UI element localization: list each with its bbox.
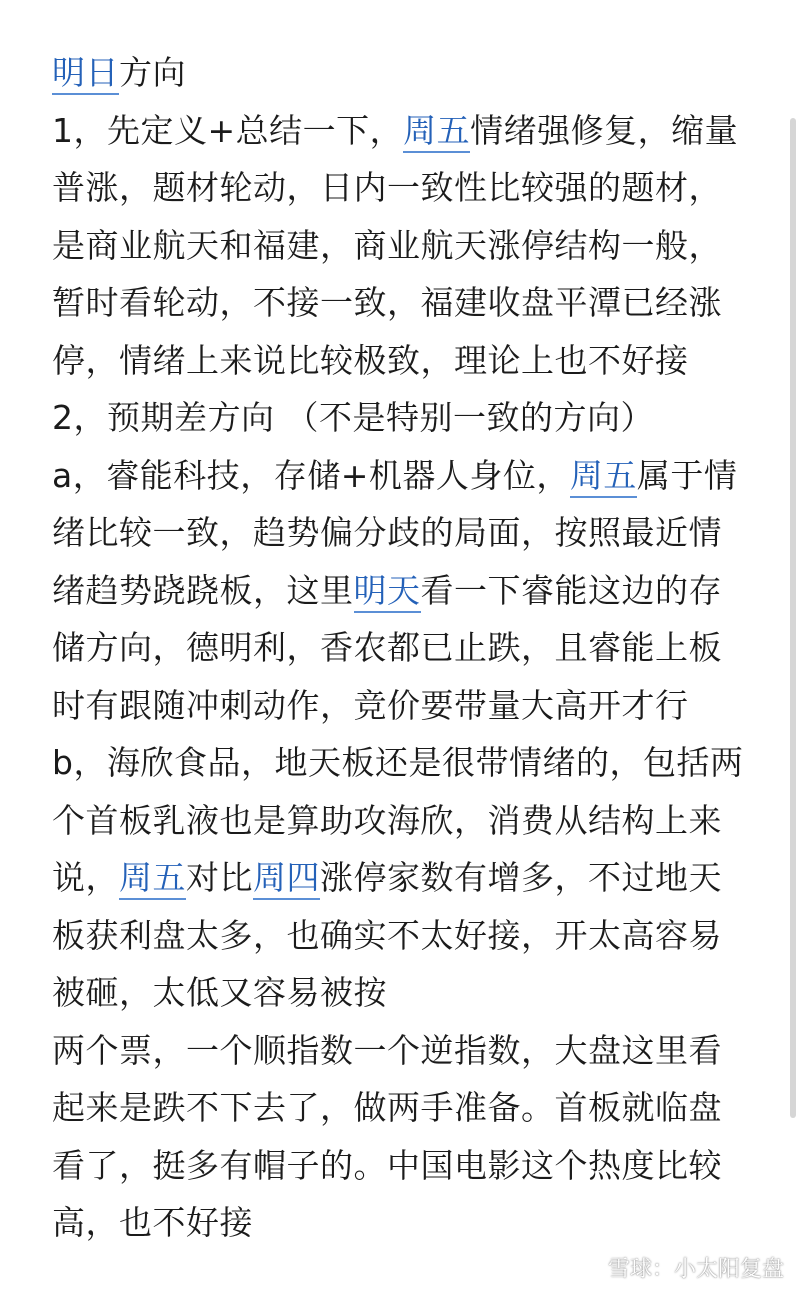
- article-body: [52, 44, 748, 1252]
- paragraph-2-text: 2，预期差方向 （不是特别一致的方向）: [52, 398, 654, 437]
- watermark-text: 雪球：小太阳复盘: [607, 1257, 784, 1282]
- scrollbar[interactable]: [790, 118, 796, 1118]
- heading-line: [52, 44, 748, 102]
- paragraph-4: [52, 734, 748, 1022]
- paragraph-3: [52, 447, 748, 735]
- paragraph-4-text-c: 涨停家数有增多，不过地天板获利盘太多，也确实不太好接，开太高容易被砸，太低又容易被按: [52, 858, 722, 1012]
- date-link-friday[interactable]: 周五: [119, 858, 186, 900]
- watermark: [576, 1252, 784, 1283]
- paragraph-1-text-b: 情绪强修复，缩量普涨，题材轮动，日内一致性比较强的题材，是商业航天和福建，商业航天涨停结构一般，暂时看轮动，不接一致，福建收盘平潭已经涨停，情绪上来说比较极致，理论上也不好接: [52, 110, 739, 380]
- paragraph-5-text: 两个票，一个顺指数一个逆指数，大盘这里看起来是跌不下去了，做两手准备。首板就临盘看了，挺多有帽子的。中国电影这个热度比较高，也不好接: [52, 1030, 722, 1242]
- paragraph-3-text-b: 属于情绪比较一致，趋势偏分歧的局面，按照最近情绪趋势跷跷板，这里: [52, 455, 738, 610]
- date-link-tomorrow[interactable]: 明天: [354, 571, 421, 613]
- paragraph-4-text-b: 对比: [186, 858, 253, 897]
- xueqiu-logo-icon: [576, 1255, 602, 1281]
- paragraph-4-text-a: b，海欣食品，地天板还是很带情绪的，包括两个首板乳液也是算助攻海欣，消费从结构上来说，: [52, 743, 744, 897]
- paragraph-5: [52, 1022, 748, 1252]
- date-link-tomorrow[interactable]: 明日: [52, 53, 119, 95]
- paragraph-1-text-a: 1，先定义+总结一下，: [52, 110, 404, 150]
- heading-text: 方向: [119, 53, 186, 92]
- date-link-friday[interactable]: 周五: [403, 111, 470, 153]
- paragraph-1: [52, 102, 748, 390]
- paragraph-3-text-c: 看一下睿能这边的存储方向，德明利，香农都已止跌，且睿能上板时有跟随冲刺动作，竞价要带量大高开才行: [52, 570, 722, 725]
- paragraph-3-text-a: a，睿能科技，存储+机器人身位，: [52, 455, 570, 495]
- date-link-thursday[interactable]: 周四: [253, 858, 320, 900]
- date-link-friday[interactable]: 周五: [570, 456, 637, 498]
- paragraph-2: [52, 389, 748, 447]
